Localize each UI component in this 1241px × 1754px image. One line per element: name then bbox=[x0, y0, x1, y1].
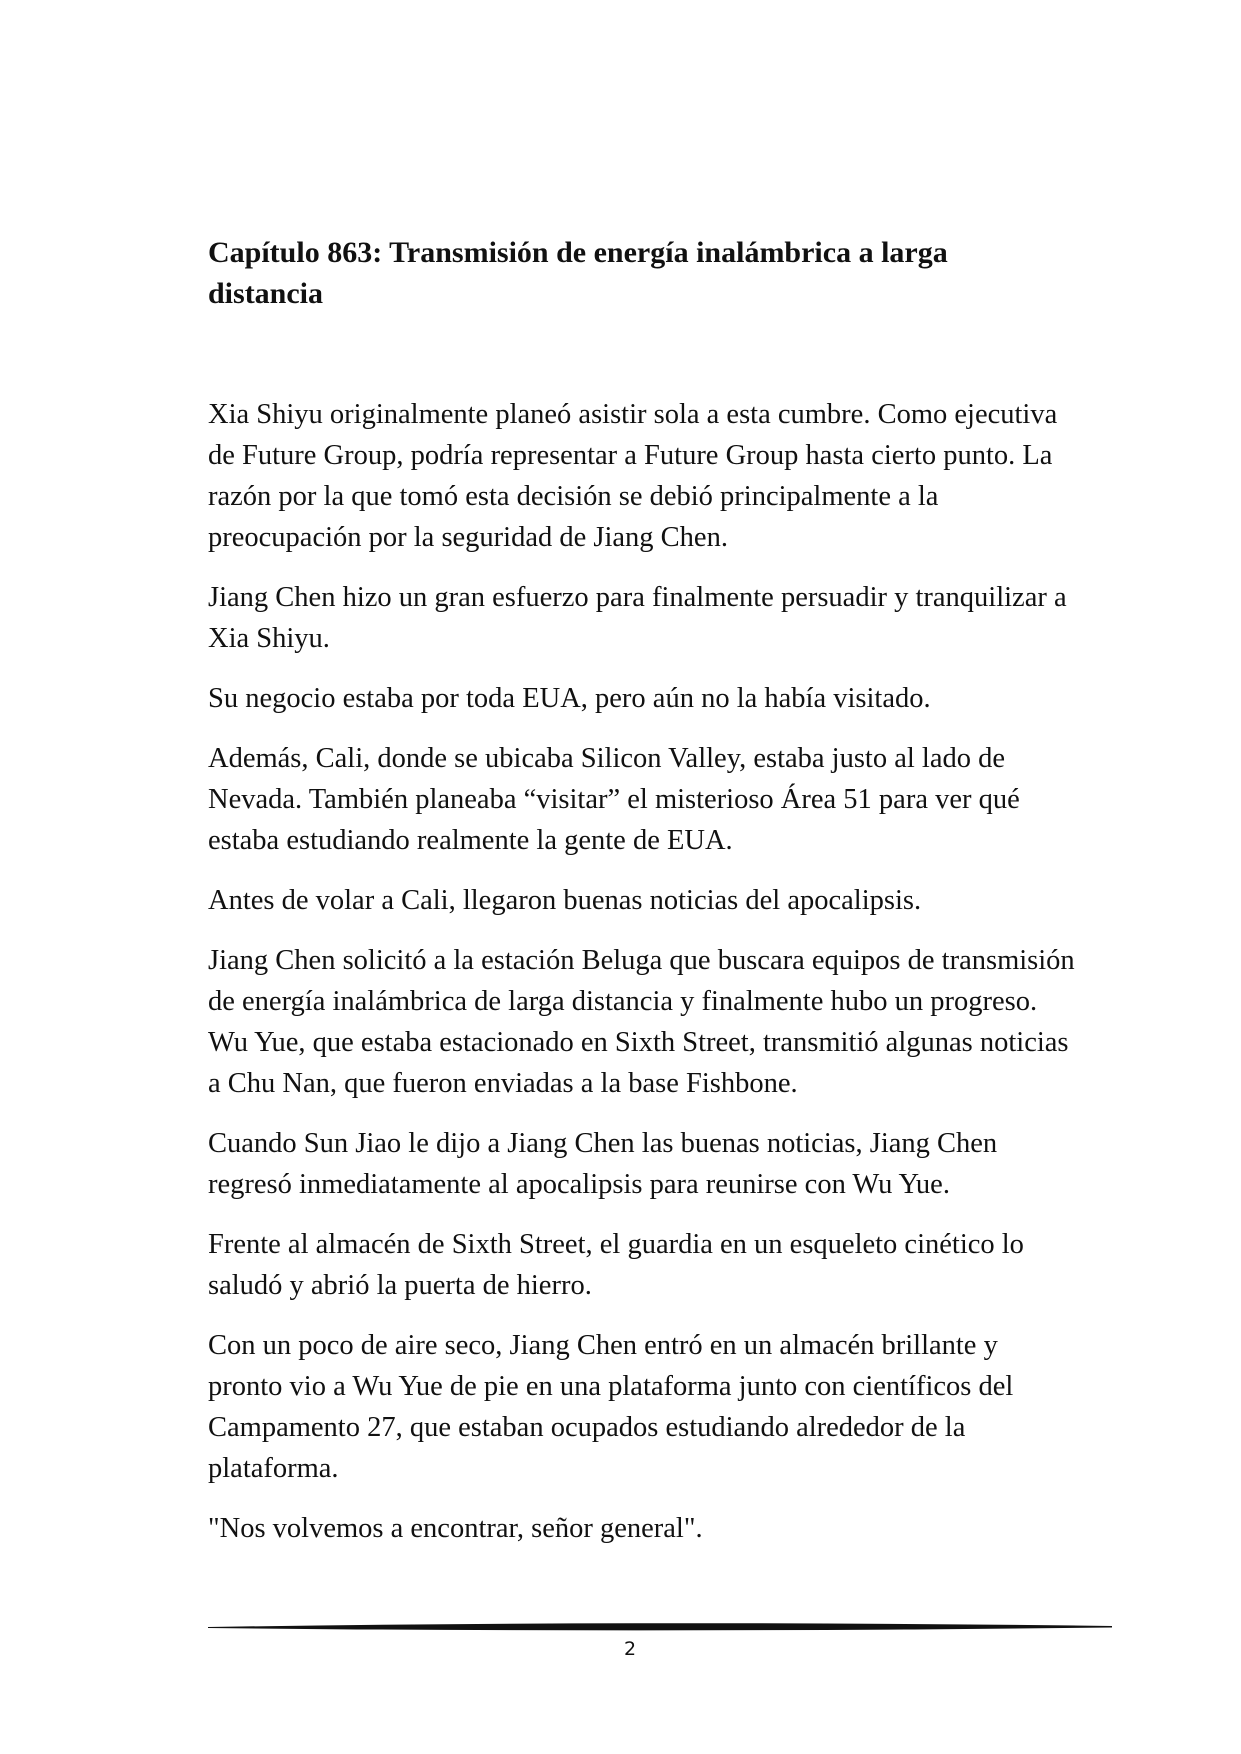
paragraph: Además, Cali, donde se ubicaba Silicon Valley, estaba justo al lado de Nevada. También planeaba “visitar” el misterioso Área 51 para ver qué estaba estudiando realmente la gente de EUA. bbox=[208, 743, 1020, 856]
paragraph: Con un poco de aire seco, Jiang Chen entró en un almacén brillante y pronto vio a Wu Yue de pie en una plataforma junto con científicos del Campamento 27, que estaban ocupados estudiando alrededor de la plataforma. bbox=[208, 1330, 1014, 1484]
chapter-body bbox=[208, 394, 1078, 1568]
paragraph: Su negocio estaba por toda EUA, pero aún no la había visitado. bbox=[208, 683, 931, 714]
paragraph: "Nos volvemos a encontrar, señor general". bbox=[208, 1513, 703, 1544]
footer-divider bbox=[208, 1616, 1112, 1636]
paragraph: Antes de volar a Cali, llegaron buenas noticias del apocalipsis. bbox=[208, 885, 922, 916]
chapter-title: Capítulo 863: Transmisión de energía inalámbrica a larga distancia bbox=[208, 236, 948, 310]
paragraph: Cuando Sun Jiao le dijo a Jiang Chen las buenas noticias, Jiang Chen regresó inmediatamente al apocalipsis para reunirse con Wu Yue. bbox=[208, 1128, 998, 1200]
paragraph: Xia Shiyu originalmente planeó asistir sola a esta cumbre. Como ejecutiva de Future Group, podría representar a Future Group hasta cierto punto. La razón por la que tomó esta decisión se debió principalmente a la preocupación por la seguridad de Jiang Chen. bbox=[208, 399, 1058, 553]
paragraph: Frente al almacén de Sixth Street, el guardia en un esqueleto cinético lo saludó y abrió la puerta de hierro. bbox=[208, 1229, 1024, 1301]
paragraph: Jiang Chen solicitó a la estación Beluga que buscara equipos de transmisión de energía inalámbrica de larga distancia y finalmente hubo un progreso. Wu Yue, que estaba estacionado en Sixth Street, transmitió algunas noticias a Chu Nan, que fueron enviadas a la base Fishbone. bbox=[208, 945, 1075, 1099]
page-number: 2 bbox=[623, 1638, 637, 1660]
paragraph: Jiang Chen hizo un gran esfuerzo para finalmente persuadir y tranquilizar a Xia Shiyu. bbox=[208, 582, 1067, 654]
